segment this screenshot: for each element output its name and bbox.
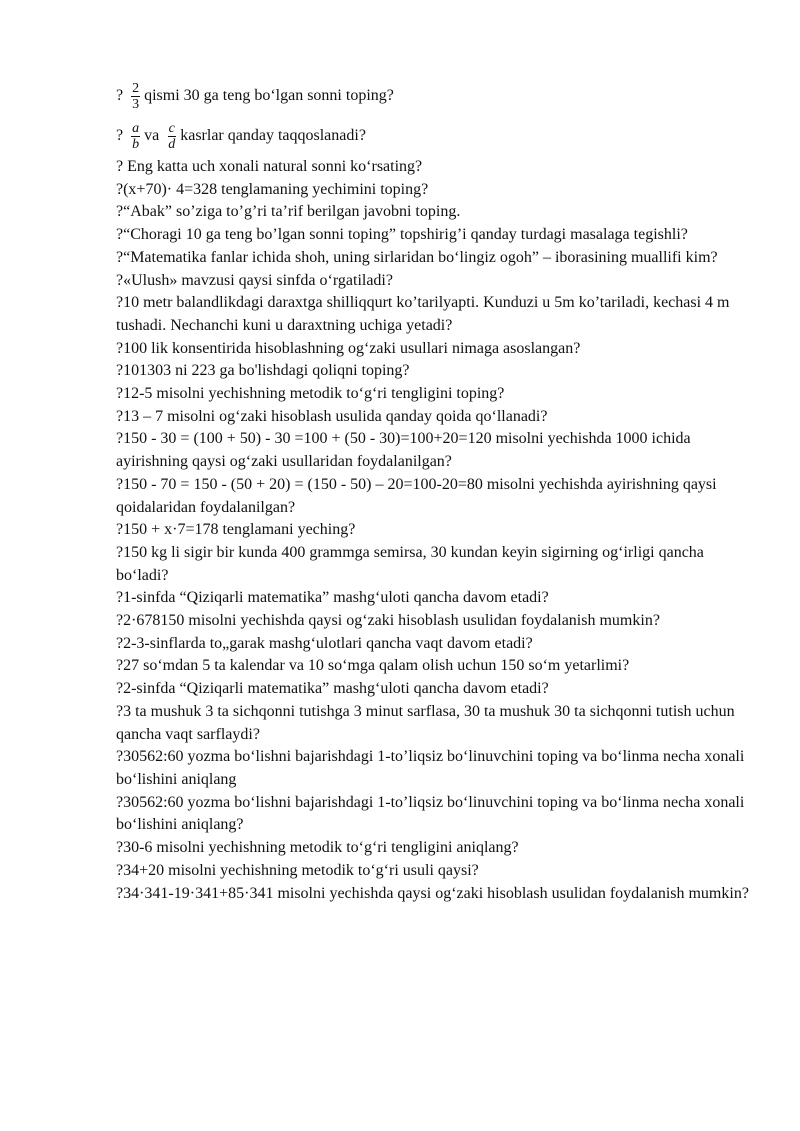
question-item: ?1-sinfda “Qiziqarli matematika” mashg‘uloti qancha davom etadi? — [116, 589, 549, 607]
question-text: kasrlar qanday taqqoslanadi? — [180, 126, 366, 144]
question-item: ?150 kg li sigir bir kunda 400 grammga semirsa, 30 kundan keyin sigirning og‘irligi qancha bo‘ladi? — [116, 543, 704, 584]
question-item: ?“Choragi 10 ga teng bo’lgan sonni toping” topshirig’i qanday turdagi masalaga tegishli? — [116, 226, 688, 244]
question-item: ?30562:60 yozma bo‘lishni bajarishdagi 1-to’liqsiz bo‘linuvchini toping va bo‘linma necha xonali bo‘lishini aniqlang? — [116, 793, 745, 834]
question-item: ?150 - 70 = 150 - (50 + 20) = (150 - 50) – 20=100-20=80 misolni yechishda ayirishning qaysi qoidalaridan foydalanilgan? — [116, 475, 717, 516]
fraction-denominator: b — [132, 136, 140, 152]
fraction-denominator: d — [168, 136, 176, 152]
question-item: ?100 lik konsentirida hisoblashning og‘zaki usullari nimaga asoslangan? — [116, 339, 581, 357]
question-mark: ? — [116, 126, 124, 144]
question-item: ?34+20 misolni yechishning metodik to‘g‘ri usuli qaysi? — [116, 861, 479, 879]
fraction-a-over-b — [131, 121, 140, 152]
question-item: ?13 – 7 misolni og‘zaki hisoblash usulida qanday qoida qo‘llanadi? — [116, 407, 548, 425]
question-item: ?101303 ni 223 ga bo'lishdagi qoliqni toping? — [116, 362, 410, 380]
question-fraction-part — [116, 76, 752, 116]
question-item: ?(x+70)· 4=328 tenglamaning yechimini toping? — [116, 180, 429, 198]
fraction-numerator: c — [168, 120, 175, 136]
fraction-c-over-d — [167, 121, 176, 152]
question-item: ?2-sinfda “Qiziqarli matematika” mashg‘uloti qancha davom etadi? — [116, 680, 549, 698]
joiner-text: va — [144, 126, 160, 144]
question-list — [116, 156, 752, 905]
question-item: ?30-6 misolni yechishning metodik to‘g‘ri tengligini aniqlang? — [116, 839, 519, 857]
question-item: ?150 + x·7=178 tenglamani yeching? — [116, 521, 356, 539]
question-item: ?2-3-sinflarda to„garak mashg‘ulotlari qancha vaqt davom etadi? — [116, 634, 533, 652]
question-text: qismi 30 ga teng bo‘lgan sonni toping? — [144, 86, 394, 104]
fraction-two-thirds — [131, 81, 140, 112]
question-item: ? Eng katta uch xonali natural sonni ko‘rsating? — [116, 158, 423, 175]
question-item: ?“Abak” so’ziga to’g’ri ta’rif berilgan javobni toping. — [116, 203, 461, 221]
question-item: ?150 - 30 = (100 + 50) - 30 =100 + (50 - 30)=100+20=120 misolni yechishda 1000 ichida ayirishning qaysi og‘zaki usullaridan foydalanilgan? — [116, 430, 691, 471]
question-item: ?34·341-19·341+85·341 misolni yechishda qaysi og‘zaki hisoblash usulidan foydalanish mumkin? — [116, 884, 749, 902]
question-item: ?3 ta mushuk 3 ta sichqonni tutishga 3 minut sarflasa, 30 ta mushuk 30 ta sichqonni tutish uchun qancha vaqt sarflaydi? — [116, 702, 735, 743]
question-item: ?30562:60 yozma bo‘lishni bajarishdagi 1-to’liqsiz bo‘linuvchini toping va bo‘linma necha xonali bo‘lishini aniqlang — [116, 748, 745, 788]
question-item: ?27 so‘mdan 5 ta kalendar va 10 so‘mga qalam olish uchun 150 so‘m yetarlimi? — [116, 657, 630, 675]
question-item: ?2·678150 misolni yechishda qaysi og‘zaki hisoblash usulidan foydalanish mumkin? — [116, 612, 660, 630]
fraction-numerator: a — [132, 120, 140, 136]
fraction-numerator: 2 — [132, 80, 140, 96]
question-item: ?“Matematika fanlar ichida shoh, uning sirlaridan bo‘lingiz ogoh” – iborasining muallifi kim? — [116, 248, 718, 266]
question-item: ?10 metr balandlikdagi daraxtga shilliqqurt ko’tarilyapti. Kunduzi u 5m ko’tariladi, kechasi 4 m tushadi. Nechanchi kuni u daraxtning uchiga yetadi? — [116, 294, 730, 334]
document-page — [116, 76, 752, 905]
question-mark: ? — [116, 86, 124, 104]
question-compare-fractions — [116, 116, 752, 156]
question-item: ?12-5 misolni yechishning metodik to‘g‘ri tengligini toping? — [116, 385, 505, 403]
fraction-denominator: 3 — [132, 96, 140, 112]
question-item: ?«Ulush» mavzusi qaysi sinfda o‘rgatiladi? — [116, 271, 393, 289]
